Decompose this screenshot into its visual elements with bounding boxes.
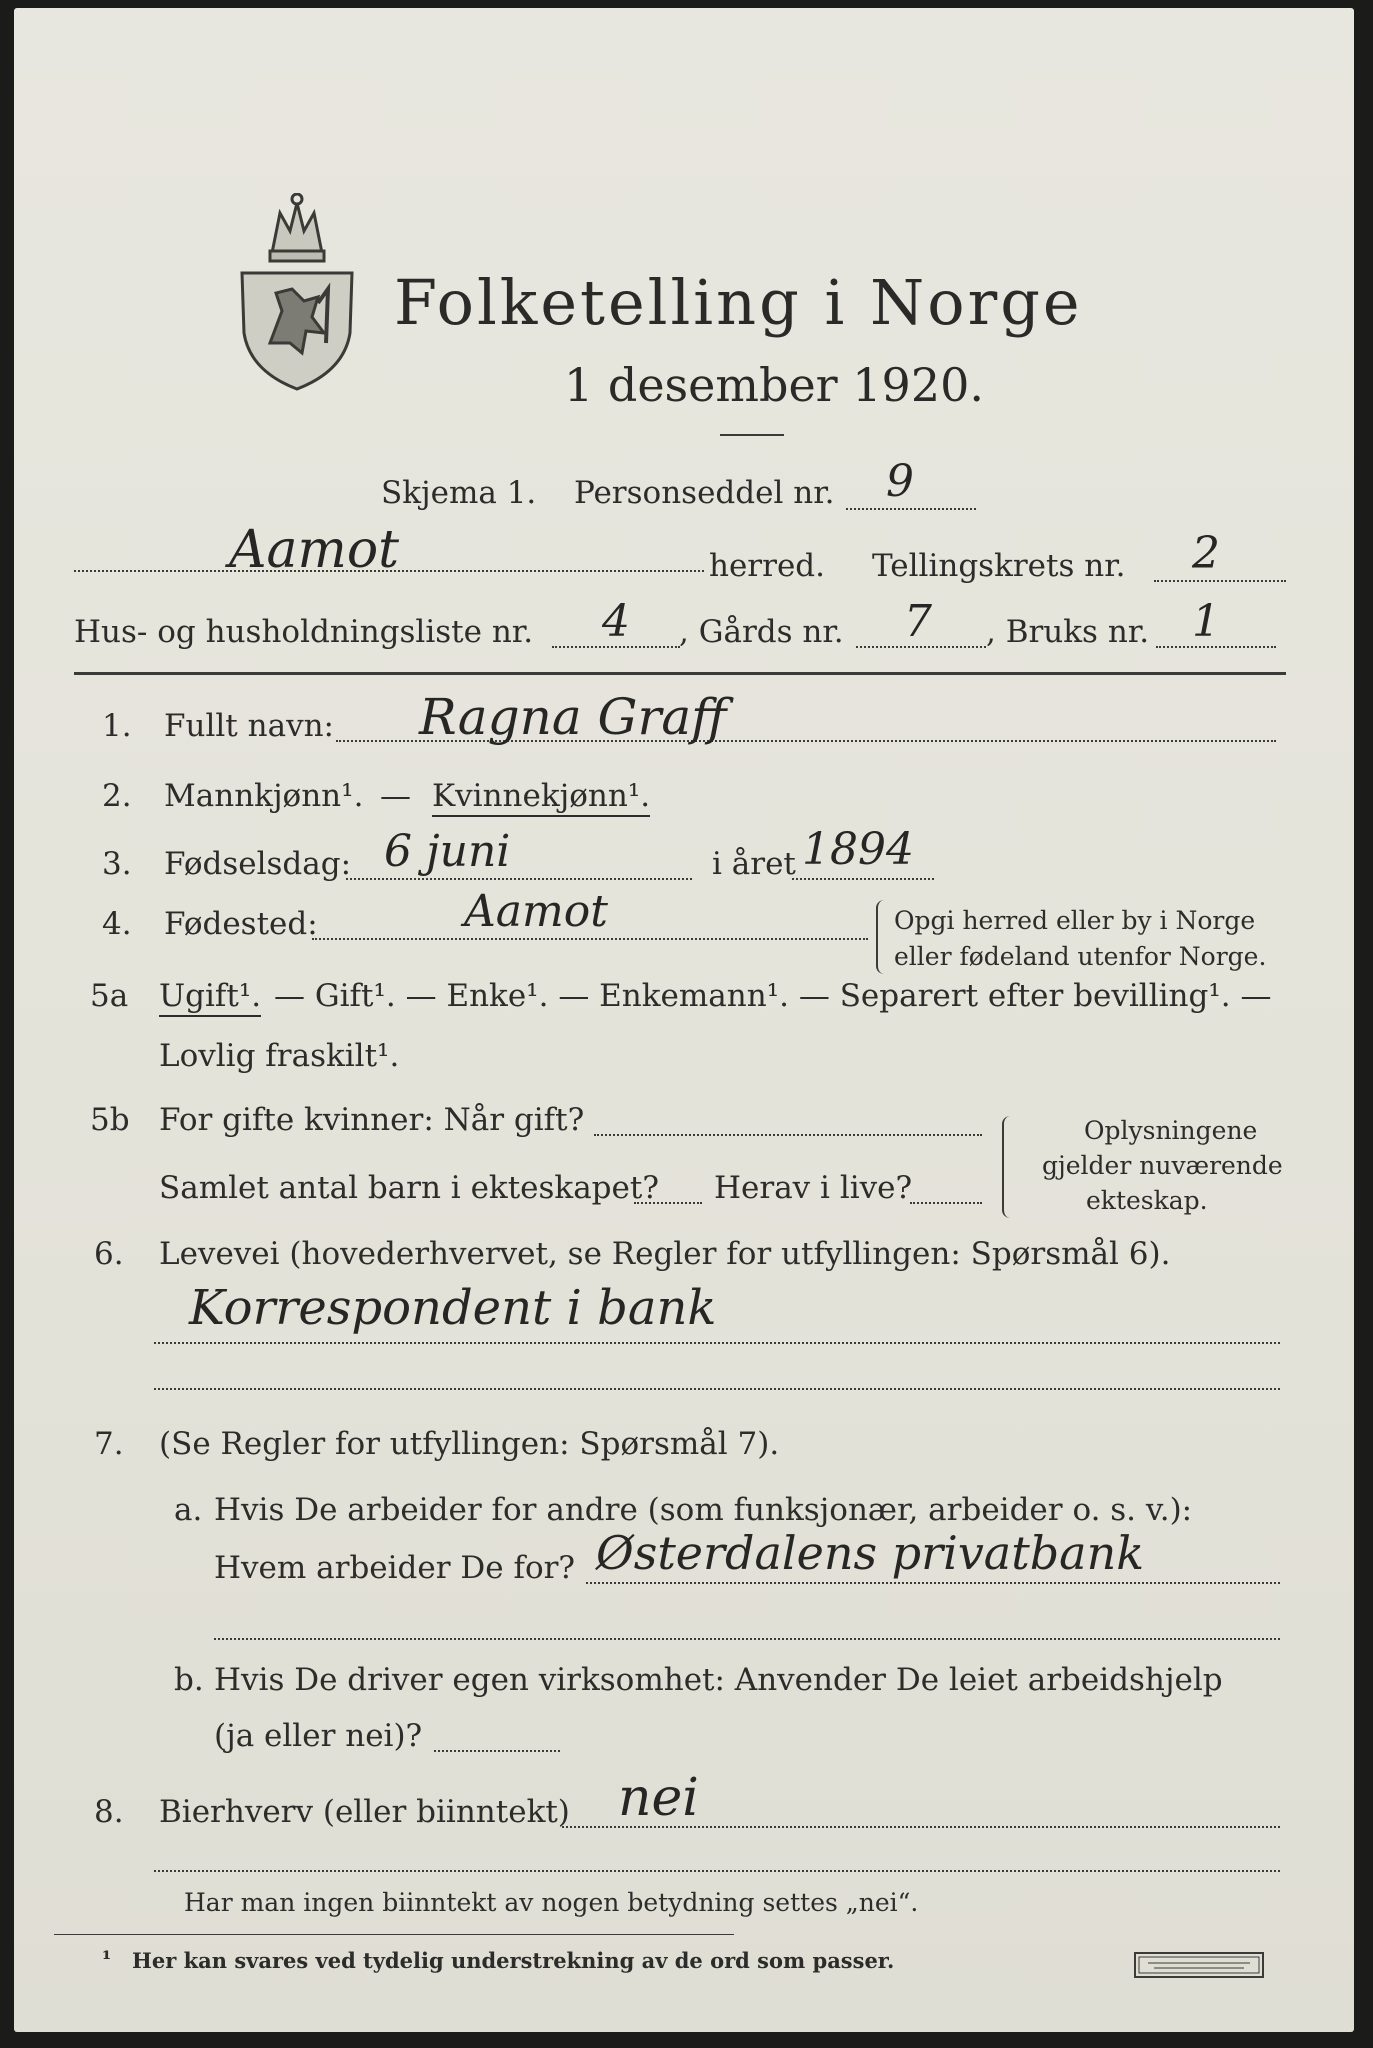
lovlig-fraskilt-option: Lovlig fraskilt¹. — [159, 1038, 400, 1074]
q6-line-1 — [154, 1342, 1280, 1344]
q7a-label: Hvis De arbeider for andre (som funksjonær, arbeider o. s. v.): — [214, 1492, 1193, 1528]
q7a-employer-label: Hvem arbeider De for? — [214, 1550, 576, 1586]
q4-note-1: Opgi herred eller by i Norge — [894, 906, 1256, 935]
q4-brace — [876, 900, 886, 974]
gards-value: 7 — [904, 596, 932, 647]
birth-year-value: 1894 — [802, 824, 914, 875]
q8-line-2 — [154, 1870, 1280, 1872]
q5b-children-label: Samlet antal barn i ekteskapet? — [159, 1170, 659, 1206]
q5b-alive-label: Herav i live? — [714, 1170, 913, 1206]
q4-note-2: eller fødeland utenfor Norge. — [894, 942, 1267, 971]
title-divider — [720, 434, 784, 436]
footnote-text: Her kan svares ved tydelig understrekning av de ord som passer. — [132, 1948, 895, 1973]
q5a-number: 5a — [90, 978, 129, 1014]
q7-number: 7. — [94, 1426, 124, 1462]
q5b-note-1: Oplysningene — [1084, 1116, 1258, 1145]
q5b-children-line — [634, 1202, 702, 1204]
birthplace-value: Aamot — [464, 886, 608, 937]
herred-label: herred. — [709, 548, 825, 584]
full-name-value: Ragna Graff — [419, 688, 727, 746]
norwegian-coat-of-arms-icon — [232, 193, 362, 393]
census-form — [14, 8, 1354, 2032]
q7a-letter: a. — [174, 1492, 203, 1528]
printer-stamp-icon — [1134, 1952, 1264, 1978]
kvinnekjonn-option: Kvinnekjønn¹. — [432, 778, 650, 817]
tellingskrets-label: Tellingskrets nr. — [872, 548, 1126, 584]
q3-line — [346, 878, 692, 880]
q7a-line-2 — [214, 1638, 1280, 1640]
hus-value: 4 — [602, 596, 630, 647]
tellingskrets-line — [1154, 580, 1286, 582]
q8-number: 8. — [94, 1794, 124, 1830]
birthday-value: 6 juni — [384, 826, 511, 877]
q6-label: Levevei (hovederhvervet, se Regler for utfyllingen: Spørsmål 6). — [159, 1236, 1171, 1272]
q7b-label: Hvis De driver egen virksomhet: Anvender De leiet arbeidshjelp — [214, 1662, 1223, 1698]
personseddel-line — [846, 508, 976, 510]
form-title: Folketelling i Norge — [394, 266, 1083, 339]
q7b-label-2: (ja eller nei)? — [214, 1718, 423, 1754]
tellingskrets-value: 2 — [1192, 528, 1220, 579]
year-line — [792, 878, 934, 880]
skjema-label: Skjema 1. — [381, 475, 537, 511]
footnote-divider — [54, 1934, 734, 1935]
year-label: i året — [712, 846, 796, 882]
q1-number: 1. — [102, 708, 132, 744]
bruks-label: , Bruks nr. — [986, 614, 1150, 650]
q5b-label: For gifte kvinner: Når gift? — [159, 1102, 585, 1138]
q4-number: 4. — [102, 906, 132, 942]
hus-label: Hus- og husholdningsliste nr. — [74, 614, 534, 650]
q5b-number: 5b — [90, 1102, 130, 1138]
herred-value: Aamot — [229, 520, 400, 580]
footnote-mark: ¹ — [102, 1946, 112, 1971]
q5b-married-line — [594, 1134, 982, 1136]
personseddel-value: 9 — [886, 456, 914, 507]
q4-label: Fødested: — [164, 906, 318, 942]
q5b-note-3: ekteskap. — [1086, 1186, 1208, 1215]
bruks-value: 1 — [1192, 596, 1220, 647]
q1-label: Fullt navn: — [164, 708, 334, 744]
gards-label: , Gårds nr. — [679, 614, 844, 650]
mannkjonn-option: Mannkjønn¹. — [164, 778, 364, 814]
q7a-employer-line — [586, 1582, 1280, 1584]
census-date: 1 desember 1920. — [564, 358, 984, 412]
personseddel-label: Personseddel nr. — [574, 475, 835, 511]
q3-label: Fødselsdag: — [164, 846, 352, 882]
q5b-note-2: gjelder nuværende — [1042, 1151, 1283, 1180]
employer-value: Østerdalens privatbank — [596, 1526, 1145, 1580]
q3-number: 3. — [102, 846, 132, 882]
occupation-value: Korrespondent i bank — [189, 1280, 717, 1336]
marital-options: — Gift¹. — Enke¹. — Enkemann¹. — Separert efter bevilling¹. — — [274, 978, 1272, 1014]
q8-label: Bierhverv (eller biinntekt) — [159, 1794, 570, 1830]
footer-note: Har man ingen biinntekt av nogen betydning settes „nei“. — [184, 1888, 919, 1917]
ugift-option: Ugift¹. — [159, 978, 261, 1017]
q2-number: 2. — [102, 778, 132, 814]
q4-line — [312, 938, 868, 940]
q6-number: 6. — [94, 1236, 124, 1272]
q5b-brace — [1002, 1116, 1012, 1218]
side-income-value: nei — [618, 1768, 699, 1828]
header-divider — [74, 672, 1286, 675]
q2-dash: — — [380, 778, 411, 814]
q7-label: (Se Regler for utfyllingen: Spørsmål 7). — [159, 1426, 780, 1462]
q5b-alive-line — [910, 1202, 982, 1204]
q6-line-2 — [154, 1388, 1280, 1390]
q7b-letter: b. — [174, 1662, 204, 1698]
q7b-line — [434, 1750, 560, 1752]
